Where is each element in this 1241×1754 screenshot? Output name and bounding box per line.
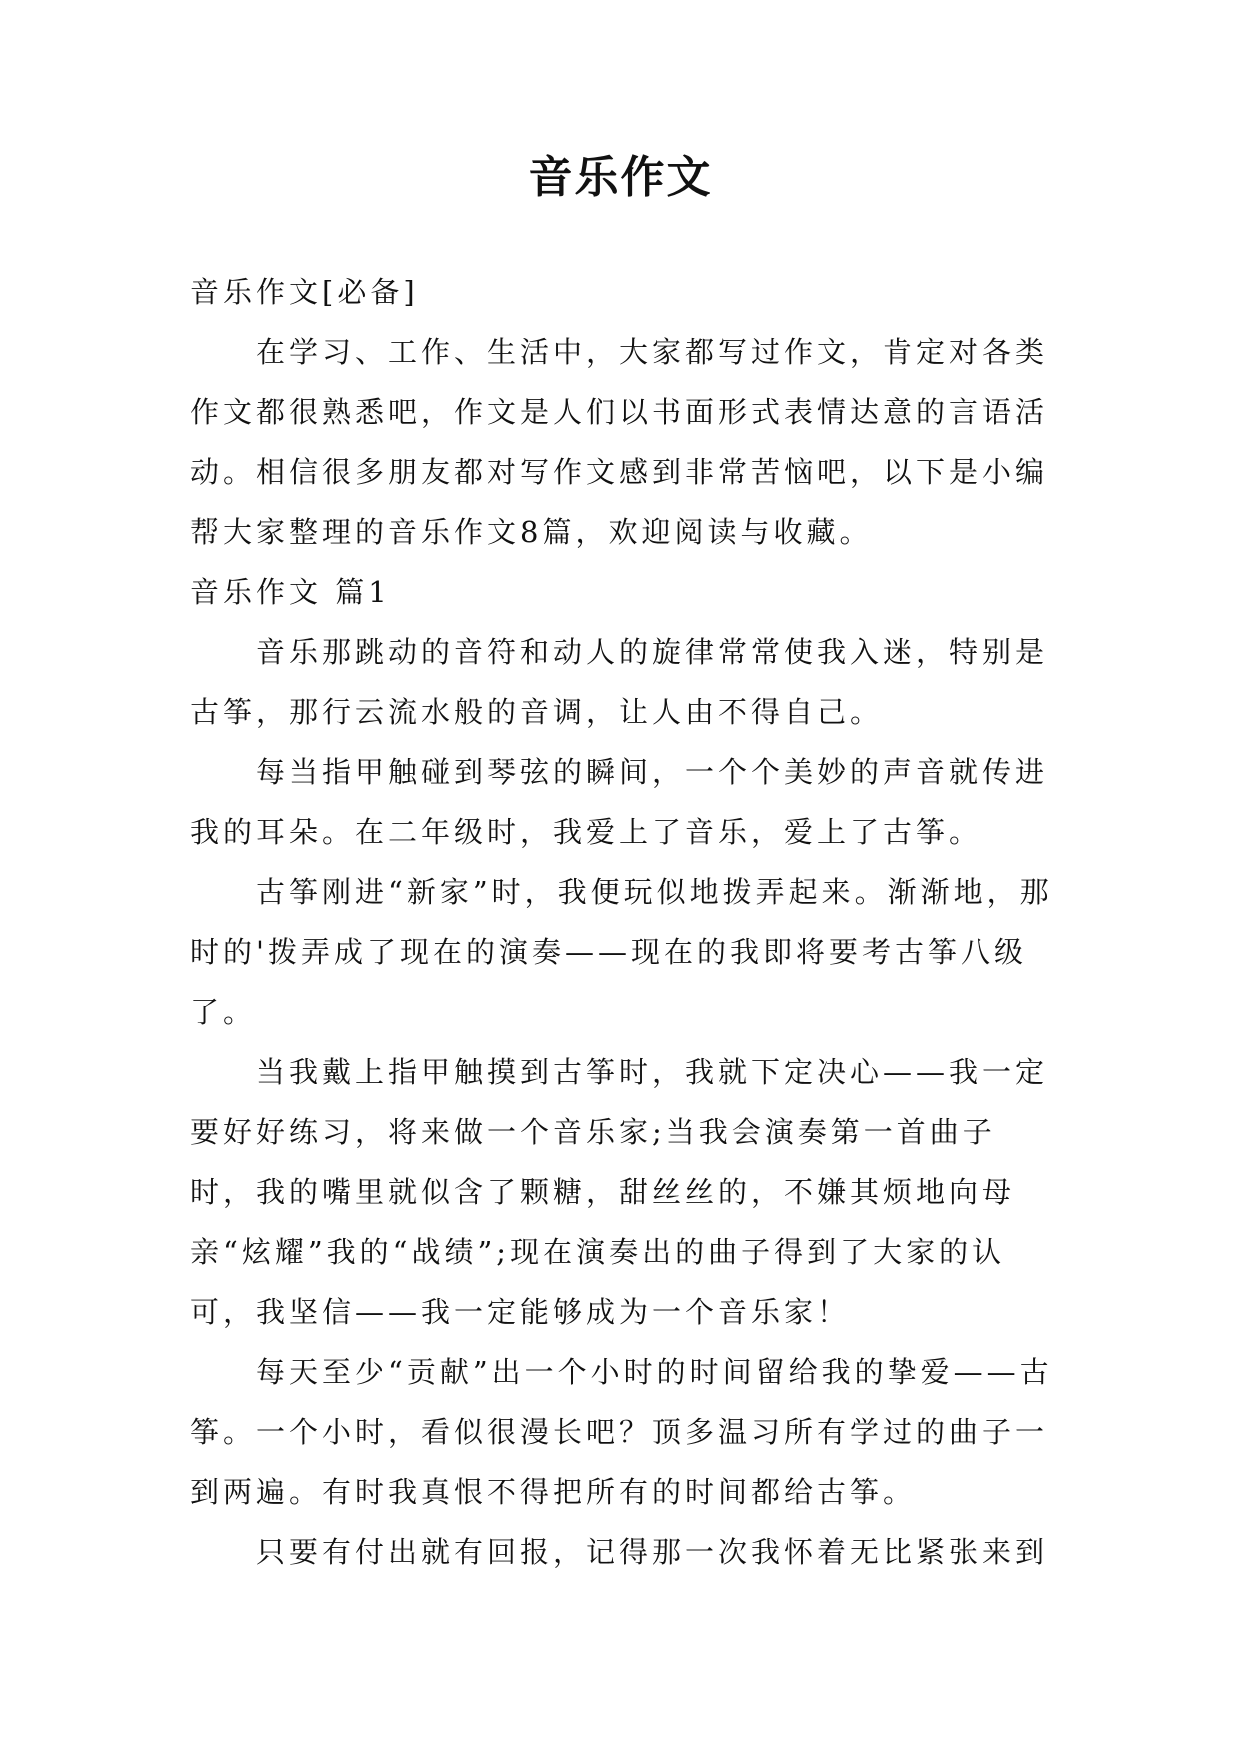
document-subtitle: 音乐作文[必备]: [190, 275, 419, 309]
paragraph: 每当指甲触碰到琴弦的瞬间，一个个美妙的声音就传进我的耳朵。在二年级时，我爱上了音乐，爱上了古筝。: [190, 755, 1049, 849]
section-heading: 音乐作文 篇1: [190, 575, 391, 609]
document-title: 音乐作文: [528, 152, 713, 203]
paragraph: 古筝刚进“新家”时，我便玩似地拨弄起来。渐渐地，那时的'拨弄成了现在的演奏——现在的我即将要考古筝八级了。: [190, 875, 1053, 1029]
paragraph: 当我戴上指甲触摸到古筝时，我就下定决心——我一定要好好练习，将来做一个音乐家;当我会演奏第一首曲子时，我的嘴里就似含了颗糖，甜丝丝的，不嫌其烦地向母亲“炫耀”我的“战绩”;现在演奏出的曲子得到了大家的认可，我坚信——我一定能够成为一个音乐家！: [190, 1055, 1049, 1329]
paragraph: 音乐那跳动的音符和动人的旋律常常使我入迷，特别是古筝，那行云流水般的音调，让人由不得自己。: [190, 635, 1049, 729]
paragraph: 只要有付出就有回报，记得那一次我怀着无比紧张来到: [256, 1535, 1049, 1569]
paragraph: 每天至少“贡献”出一个小时的时间留给我的挚爱——古筝。一个小时，看似很漫长吧？顶多温习所有学过的曲子一到两遍。有时我真恨不得把所有的时间都给古筝。: [190, 1355, 1053, 1509]
intro-paragraph: 在学习、工作、生活中，大家都写过作文，肯定对各类作文都很熟悉吧，作文是人们以书面形式表情达意的言语活动。相信很多朋友都对写作文感到非常苦恼吧，以下是小编帮大家整理的音乐作文8篇，欢迎阅读与收藏。: [190, 335, 1049, 549]
document-body: [190, 262, 1058, 1582]
